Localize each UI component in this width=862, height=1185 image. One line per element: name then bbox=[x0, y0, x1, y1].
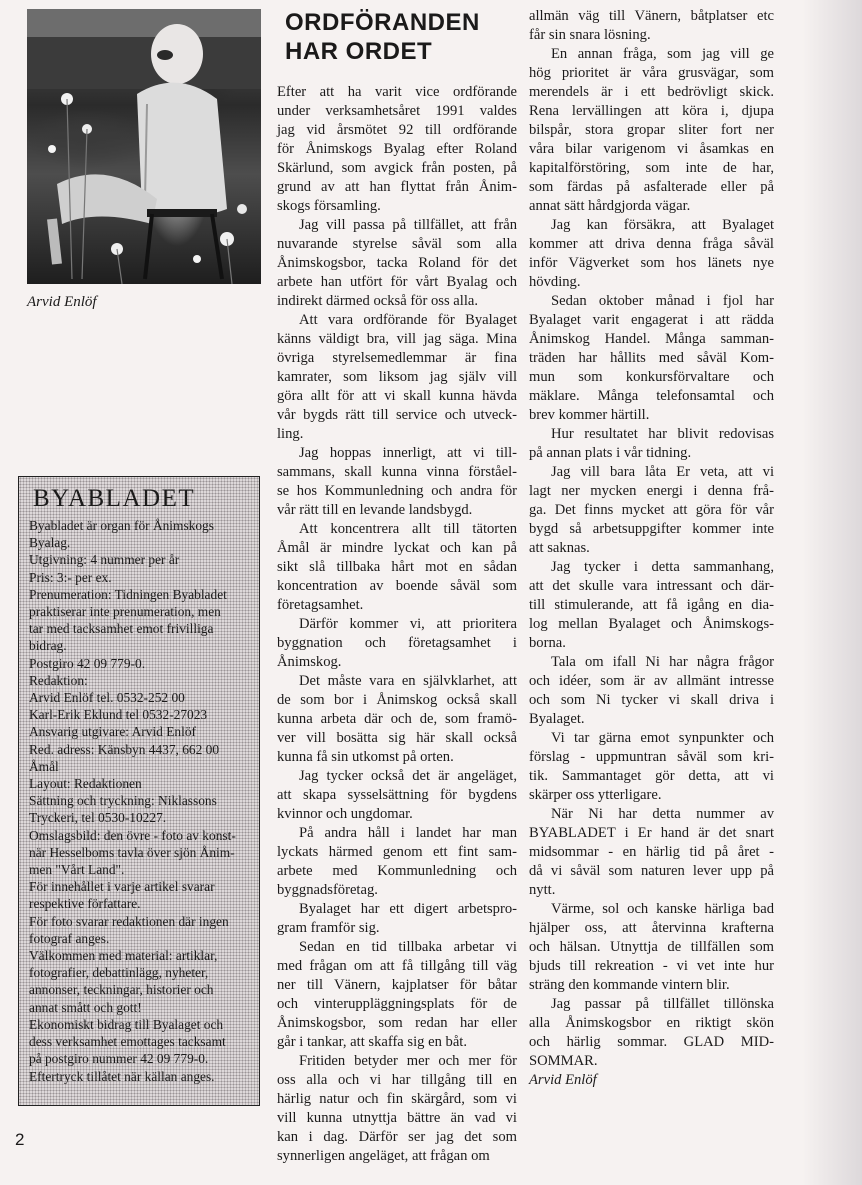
article-line: bilspår, stora gropar sliter fort ner bbox=[529, 122, 774, 138]
article-line: ga. Det finns mycket att göra för vår bbox=[529, 502, 774, 518]
info-box-line: när Hesselboms tavla över sjön Ånim- bbox=[29, 844, 235, 860]
article-line: Värme, sol och kanske härliga bad bbox=[551, 901, 774, 917]
article-line: synnerligen angeläget, att frågan om bbox=[277, 1148, 490, 1164]
article-line: då vi såväl som naturen lever upp på bbox=[529, 863, 774, 879]
article-line: se hos Kommunledning och andra för bbox=[277, 483, 517, 499]
info-box-line: Sättning och tryckning: Niklassons bbox=[29, 793, 217, 809]
article-line: på annan plats i vår tidning. bbox=[529, 445, 692, 461]
article-line: hög prioritet är våra grusvägar, som bbox=[529, 65, 774, 81]
info-box-line: Omslagsbild: den övre - foto av konst- bbox=[29, 827, 236, 843]
article-line: annat sätt hårdgjorda vägar. bbox=[529, 198, 691, 214]
article-line: ling. bbox=[277, 426, 304, 442]
article-line: Det måste vara en självklarhet, att bbox=[299, 673, 517, 689]
info-box-line: tar med tacksamhet emot frivilliga bbox=[29, 621, 214, 637]
article-line: göra allt för att vi skall kunna hävda bbox=[277, 388, 517, 404]
article-line: kunna få sin utkomst på orten. bbox=[277, 749, 454, 765]
article-line: sikt slå tillbaka hårt mot en sådan bbox=[277, 559, 517, 575]
article-line: midsommar - en härlig tid på året - bbox=[529, 844, 774, 860]
info-box-line: annonser, teckningar, historier och bbox=[29, 982, 214, 998]
article-line: kamrater, som liksom jag själv vill bbox=[277, 369, 517, 385]
info-box-line: Redaktion: bbox=[29, 672, 88, 688]
article-line: hövding. bbox=[529, 274, 581, 290]
article-line: våra bilar varigenom vi åsamkas en bbox=[529, 141, 774, 157]
article-headline bbox=[285, 8, 525, 66]
article-line: övriga styrelsemedlemmar är fina bbox=[277, 350, 517, 366]
article-line: allmän väg till Vänern, båtplatser etc bbox=[529, 8, 774, 24]
article-line: vår rätt till en levande landsbygd. bbox=[277, 502, 473, 518]
article-line: mun som konkursförvaltare och bbox=[529, 369, 774, 385]
article-line: träden har hållits med såväl Kom- bbox=[529, 350, 774, 366]
article-line: lyckats härmed genom ett fint sam- bbox=[277, 844, 517, 860]
article-line: nuvarande styrelse såväl som alla bbox=[277, 236, 517, 252]
article-line: förslag - uppmuntran såväl som kri- bbox=[529, 749, 774, 765]
article-line: Jag vill bara låta Er veta, att vi bbox=[551, 464, 774, 480]
article-line: Skärlund, som avgick från posten, på bbox=[277, 160, 517, 176]
info-box-title: BYABLADET bbox=[33, 485, 196, 512]
info-box-line: annat smått och gott! bbox=[29, 999, 142, 1015]
article-column-right bbox=[529, 7, 774, 1090]
article-line: vår bygds rätt till service och utveck- bbox=[277, 407, 517, 423]
byabladet-info-box bbox=[18, 476, 260, 1106]
info-box-line: Pris: 3:- per ex. bbox=[29, 569, 112, 585]
article-line: härlig natur och fin skärgård, som vi bbox=[277, 1091, 517, 1107]
article-line: Jag tycker också det är angeläget, bbox=[299, 768, 517, 784]
article-line: och vinteruppläggningsplats för de bbox=[277, 996, 517, 1012]
article-line: En annan fråga, som jag vill ge bbox=[551, 46, 774, 62]
article-line: Vi tar gärna emot synpunkter och bbox=[551, 730, 774, 746]
article-line: ver vill bosätta sig här skall också bbox=[277, 730, 517, 746]
article-line: Tala om ifall Ni har några frågor bbox=[551, 654, 774, 670]
article-line: Därför kommer vi, att prioritera bbox=[299, 616, 517, 632]
article-line: gram framför sig. bbox=[277, 920, 380, 936]
article-line: skogs församling. bbox=[277, 198, 381, 214]
article-line: Efter att ha varit vice ordförande bbox=[277, 84, 517, 100]
article-line: att saknas. bbox=[529, 540, 590, 556]
info-box-line: dess verksamhet emottages tacksamt bbox=[29, 1034, 226, 1050]
article-line: Byalaget har ett digert arbetspro- bbox=[299, 901, 517, 917]
article-line: På andra håll i landet har man bbox=[299, 825, 517, 841]
article-line: kan i dag. Därför ser jag det som bbox=[277, 1129, 517, 1145]
article-line: kommer att driva denna fråga såväl bbox=[529, 236, 774, 252]
article-line: brev kommer härtill. bbox=[529, 407, 650, 423]
article-line: sammans, skall kunna vinna förståel- bbox=[277, 464, 517, 480]
article-line: log mellan Byalaget och Ånimskogs- bbox=[529, 616, 774, 632]
article-line: går i tankar, att skaffa sig en båt. bbox=[277, 1034, 468, 1050]
article-line: för Ånimskogs Byalag efter Roland bbox=[277, 141, 517, 157]
article-line: får sin snara lösning. bbox=[529, 27, 651, 43]
article-line: som färdas på asfalterade eller på bbox=[529, 179, 774, 195]
article-line: Åmål är mindre lyckat och kan på bbox=[277, 540, 517, 556]
article-line: koncentration av boende såväl som bbox=[277, 578, 517, 594]
info-box-line: Välkommen med material: artiklar, bbox=[29, 948, 218, 964]
article-line: Sedan en tid tillbaka arbetar vi bbox=[299, 939, 517, 955]
article-line: kvinnor och ungdomar. bbox=[277, 806, 413, 822]
info-box-line: Karl-Erik Eklund tel 0532-27023 bbox=[29, 707, 208, 723]
info-box-line: men "Vårt Land". bbox=[29, 862, 125, 878]
article-line: till stimulerande, att få igång en dia- bbox=[529, 597, 774, 613]
article-line: och idéer, som är av allmänt intresse bbox=[529, 673, 774, 689]
article-line: Sedan oktober månad i fjol har bbox=[551, 293, 774, 309]
info-box-line: bidrag. bbox=[29, 638, 67, 654]
info-box-line: på postgiro nummer 42 09 779-0. bbox=[29, 1051, 209, 1067]
article-line: att skapa sysselsättning för bygdens bbox=[277, 787, 517, 803]
headline-line-2: HAR ORDET bbox=[285, 38, 433, 65]
article-line: Jag tycker i detta sammanhang, bbox=[551, 559, 774, 575]
info-box-line: Arvid Enlöf tel. 0532-252 00 bbox=[29, 690, 185, 706]
article-line: Ånimskogsbor, som redan har eller bbox=[277, 1015, 517, 1031]
article-line: bygd så arbetsuppgifter kommer inte bbox=[529, 521, 774, 537]
article-line: hjälper oss, att återvinna krafterna bbox=[529, 920, 774, 936]
info-box-line: Red. adress: Känsbyn 4437, 662 00 bbox=[29, 741, 220, 757]
article-line: borna. bbox=[529, 635, 566, 651]
article-line: jag vid årsmötet 92 till ordförande bbox=[277, 122, 517, 138]
info-box-line: Byalag. bbox=[29, 535, 71, 551]
article-line: Att koncentrera allt till tätorten bbox=[299, 521, 517, 537]
info-box-line: Eftertryck tillåtet när källan anges. bbox=[29, 1068, 215, 1084]
article-line: SOMMAR. bbox=[529, 1053, 598, 1069]
info-box-line: praktiserar inte prenumeration, men bbox=[29, 604, 221, 620]
info-box-line: Postgiro 42 09 779-0. bbox=[29, 655, 146, 671]
portrait-photo bbox=[27, 9, 261, 284]
photo-illustration bbox=[27, 9, 261, 284]
info-box-line: För innehållet i varje artikel svarar bbox=[29, 879, 215, 895]
headline-line-1: ORDFÖRANDEN bbox=[285, 9, 480, 36]
article-line: Jag kan försäkra, att Byalaget bbox=[551, 217, 774, 233]
article-line: sträng den kommande vintern blir. bbox=[529, 977, 730, 993]
info-box-line: Ansvarig utgivare: Arvid Enlöf bbox=[29, 724, 196, 740]
article-line: och härlig sommar. GLAD MID- bbox=[529, 1034, 774, 1050]
article-line: och som Ni tycker vi skall driva i bbox=[529, 692, 774, 708]
article-line: merendels är i ett bedrövligt skick. bbox=[529, 84, 774, 100]
article-line: Jag hoppas innerligt, att vi till- bbox=[299, 445, 517, 461]
info-box-line: Ekonomiskt bidrag till Byalaget och bbox=[29, 1016, 224, 1032]
article-line: Ånimskog. bbox=[277, 654, 342, 670]
article-line: kapitalförstöring, som inte de har, bbox=[529, 160, 774, 176]
article-line: inför Vägverket som hos länets nye bbox=[529, 255, 774, 271]
article-line: och hälsan. Utnyttja de tillfällen som bbox=[529, 939, 774, 955]
article-line: indirekt därmed också för oss alla. bbox=[277, 293, 479, 309]
article-line: tik. Sammantaget gör detta, att vi bbox=[529, 768, 774, 784]
page-number: 2 bbox=[15, 1130, 25, 1149]
info-box-line: Prenumeration: Tidningen Byabladet bbox=[29, 586, 227, 602]
article-column-middle bbox=[277, 83, 517, 1166]
article-line: byggnation och företagsamhet i bbox=[277, 635, 517, 651]
article-line: Jag passar på tillfället tillönska bbox=[551, 996, 774, 1012]
page-edge-shadow bbox=[802, 0, 862, 1185]
photo-caption: Arvid Enlöf bbox=[27, 294, 97, 310]
article-line: känns väldigt bra, vill jag säga. Mina bbox=[277, 331, 517, 347]
article-line: Hur resultatet har blivit redovisas bbox=[551, 426, 774, 442]
article-line: under verksamhetsåret 1991 valdes bbox=[277, 103, 517, 119]
article-line: ner till Vänern, kajplatser för båtar bbox=[277, 977, 517, 993]
info-box-line: Åmål bbox=[29, 758, 59, 774]
info-box-line: Tryckeri, tel 0530-10227. bbox=[29, 810, 167, 826]
info-box-line: För foto svarar redaktionen där ingen bbox=[29, 913, 229, 929]
article-signature: Arvid Enlöf bbox=[529, 1072, 597, 1088]
info-box-line: Byabladet är organ för Ånimskogs bbox=[29, 518, 214, 533]
article-line: Ånimskog Handel. Många samman- bbox=[529, 331, 774, 347]
article-line: mäklare. Många telefonsamtal och bbox=[529, 388, 774, 404]
article-line: de som bor i Ånimskog också skall bbox=[277, 692, 517, 708]
article-line: med frågan om att få tillgång till väg bbox=[277, 958, 517, 974]
article-line: arbete med Kommunledning och bbox=[277, 863, 517, 879]
info-box-body bbox=[29, 517, 251, 1085]
article-line: kunna arbeta där och de, som framö- bbox=[277, 711, 517, 727]
article-line: Rena lervällingen att köra i, djupa bbox=[529, 103, 774, 119]
article-line: Att vara ordförande för Byalaget bbox=[299, 312, 517, 328]
article-line: nytt. bbox=[529, 882, 556, 898]
article-line: Byalaget varit engagerat i att rädda bbox=[529, 312, 774, 328]
article-line: skärper oss ytterligare. bbox=[529, 787, 662, 803]
article-line: Fritiden betyder mer och mer för bbox=[299, 1053, 517, 1069]
article-line: BYABLADET i Er hand är det snart bbox=[529, 825, 774, 841]
info-box-line: respektive författare. bbox=[29, 896, 141, 912]
article-line: oss alla och vi har tillgång till en bbox=[277, 1072, 517, 1088]
info-box-line: fotografier, debattinlägg, nyheter, bbox=[29, 965, 209, 981]
article-line: byggnadsföretag. bbox=[277, 882, 378, 898]
info-box-line: Layout: Redaktionen bbox=[29, 776, 142, 792]
article-line: Ånimskogsbor, tacka Roland för det bbox=[277, 255, 517, 271]
article-line: Byalaget. bbox=[529, 711, 585, 727]
article-line: När Ni har detta nummer av bbox=[551, 806, 774, 822]
article-line: bjuds till rekreation - vi vet inte hur bbox=[529, 958, 774, 974]
article-line: lagt ner mycken energi i denna frå- bbox=[529, 483, 774, 499]
article-line: att det skulle vara intressant och där- bbox=[529, 578, 774, 594]
info-box-line: fotograf anges. bbox=[29, 930, 110, 946]
article-line: alla Ånimskogsbor en riktigt skön bbox=[529, 1015, 774, 1031]
article-line: grund av att han flyttat från Ånim- bbox=[277, 179, 517, 195]
article-line: företagsamhet. bbox=[277, 597, 364, 613]
article-line: vill kunna utnyttja bättre än vad vi bbox=[277, 1110, 517, 1126]
info-box-line: Utgivning: 4 nummer per år bbox=[29, 552, 180, 568]
article-line: arbete han utfört för vårt Byalag och bbox=[277, 274, 517, 290]
article-line: Jag vill passa på tillfället, att från bbox=[299, 217, 517, 233]
